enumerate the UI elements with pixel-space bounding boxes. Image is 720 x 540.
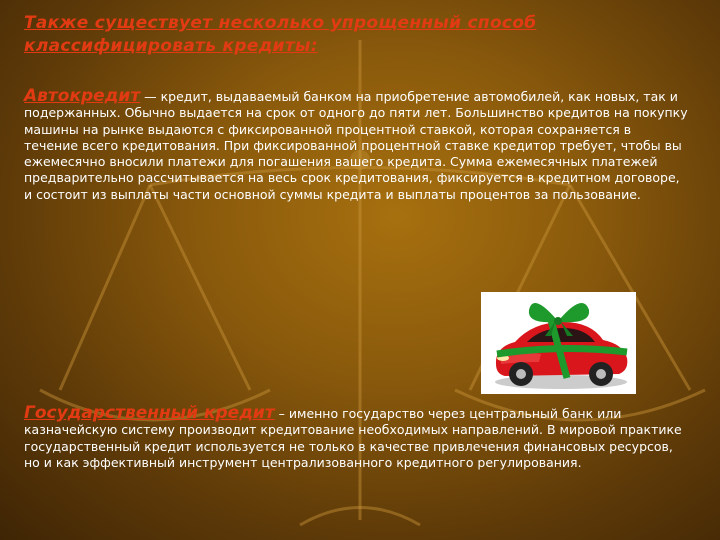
auto-credit-paragraph: [24, 88, 689, 203]
auto-credit-term: Автокредит: [24, 86, 141, 106]
auto-credit-text: — кредит, выдаваемый банком на приобретение автомобилей, как новых, так и подержанных. Обычно выдается на срок от одного до пяти лет. Большинство кредитов на покупку машины на рынке выдаются с фиксированной процентной ставкой, которая сохраняется в течение всего кредитования. При фиксированной процентной ставке кредитор требует, чтобы вы ежемесячно вносили платежи для погашения вашего кредита. Сумма ежемесячных платежей предварительно рассчитывается на весь срок кредитования, фиксируется в кредитном договоре, и состоит из выплаты части основной суммы кредита и выплаты процентов за пользование.: [24, 89, 688, 202]
red-car-with-ribbon-icon: [481, 292, 636, 394]
state-credit-text: – именно государство через центральный банк или казначейскую систему производит кредитование необходимых направлений. В мировой практике государственный кредит используется не только в качестве привлечения финансовых ресурсов, но и как эффективный инструмент централизованного кредитного регулирования.: [24, 406, 682, 470]
state-credit-term: Государственный кредит: [24, 403, 275, 423]
car-gift-image: [481, 292, 636, 394]
state-credit-paragraph: [24, 405, 689, 471]
slide-title: Также существует несколько упрощенный способ классифицировать кредиты:: [24, 13, 537, 56]
